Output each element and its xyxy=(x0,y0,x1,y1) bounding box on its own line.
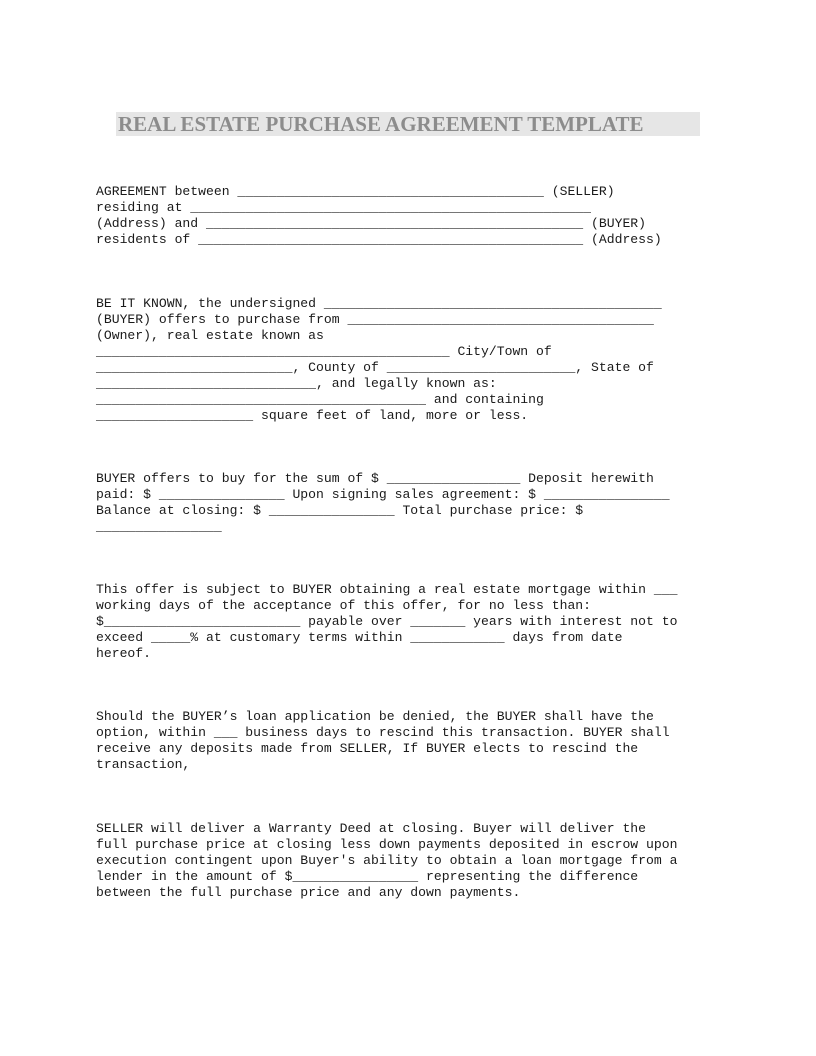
paragraph-line: SELLER will deliver a Warranty Deed at closing. Buyer will deliver the xyxy=(96,821,647,836)
paragraph-line: transaction, xyxy=(96,757,191,772)
paragraph-line: hereof. xyxy=(96,646,152,661)
paragraph-line: (BUYER) offers to purchase from _______________________________________ xyxy=(96,312,654,327)
mortgage-contingency-paragraph xyxy=(96,582,736,662)
paragraph-line: (Address) and ________________________________________________ (BUYER) xyxy=(96,216,647,231)
paragraph-line: _________________________, County of ________________________, State of xyxy=(96,360,654,375)
warranty-deed-paragraph xyxy=(96,821,736,901)
paragraph-line: $_________________________ payable over _______ years with interest not to xyxy=(96,614,678,629)
document-title: REAL ESTATE PURCHASE AGREEMENT TEMPLATE xyxy=(116,112,700,136)
paragraph-line: working days of the acceptance of this offer, for no less than: xyxy=(96,598,592,613)
paragraph-line: full purchase price at closing less down payments deposited in escrow upon xyxy=(96,837,678,852)
paragraph-line: ____________________ square feet of land, more or less. xyxy=(96,408,529,423)
property-description-paragraph xyxy=(96,296,736,424)
paragraph-line: BE IT KNOWN, the undersigned ___________________________________________ xyxy=(96,296,662,311)
paragraph-line: lender in the amount of $________________ representing the difference xyxy=(96,869,639,884)
paragraph-line: option, within ___ business days to rescind this transaction. BUYER shall xyxy=(96,725,670,740)
paragraph-line: BUYER offers to buy for the sum of $ _________________ Deposit herewith xyxy=(96,471,654,486)
paragraph-line: This offer is subject to BUYER obtaining a real estate mortgage within ___ xyxy=(96,582,678,597)
paragraph-line: AGREEMENT between _______________________________________ (SELLER) xyxy=(96,184,615,199)
loan-denial-paragraph xyxy=(96,709,736,773)
paragraph-line: residing at ___________________________________________________ xyxy=(96,200,592,215)
paragraph-line: execution contingent upon Buyer's ability to obtain a loan mortgage from a xyxy=(96,853,678,868)
paragraph-line: _____________________________________________ City/Town of xyxy=(96,344,552,359)
paragraph-line: (Owner), real estate known as xyxy=(96,328,324,343)
paragraph-line: residents of _________________________________________________ (Address) xyxy=(96,232,662,247)
paragraph-line: ____________________________, and legally known as: xyxy=(96,376,497,391)
paragraph-line: __________________________________________ and containing xyxy=(96,392,544,407)
paragraph-line: Should the BUYER’s loan application be denied, the BUYER shall have the xyxy=(96,709,654,724)
paragraph-line: exceed _____% at customary terms within ____________ days from date xyxy=(96,630,623,645)
paragraph-line: between the full purchase price and any down payments. xyxy=(96,885,521,900)
purchase-price-paragraph xyxy=(96,471,736,535)
paragraph-line: Balance at closing: $ ________________ Total purchase price: $ xyxy=(96,503,584,518)
paragraph-line: paid: $ ________________ Upon signing sales agreement: $ ________________ xyxy=(96,487,670,502)
paragraph-line: receive any deposits made from SELLER, If BUYER elects to rescind the xyxy=(96,741,639,756)
agreement-parties-paragraph xyxy=(96,184,736,248)
paragraph-line: ________________ xyxy=(96,519,222,534)
